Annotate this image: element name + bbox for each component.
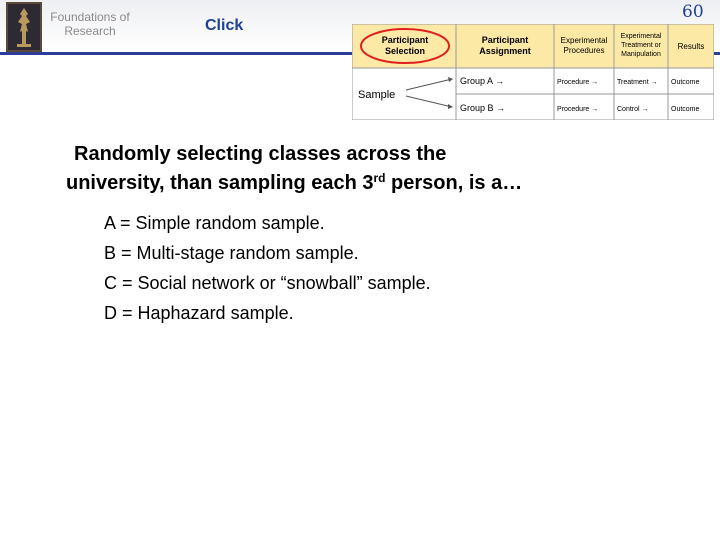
course-title <box>44 10 136 38</box>
row-a-result: Outcome <box>671 79 700 86</box>
question-line2 <box>66 169 666 198</box>
row-b-condition: Control → <box>617 106 649 113</box>
page-number: 60 <box>682 2 704 22</box>
row-b-result: Outcome <box>671 106 700 113</box>
research-design-diagram <box>352 24 714 120</box>
header-part: Experimental <box>560 36 608 45</box>
row-b-procedure: Procedure → <box>557 106 599 113</box>
question-text <box>66 140 666 198</box>
course-title-line2: Research <box>64 24 116 38</box>
header-part: Manipulation <box>621 51 661 58</box>
option-d: D = Haphazard sample. <box>104 303 294 323</box>
header-part: Experimental <box>620 33 662 40</box>
header-part: Participant <box>481 35 529 45</box>
row-a-procedure: Procedure → <box>557 79 599 86</box>
header-part: Treatment or <box>621 42 661 49</box>
ordinal-superscript: rd <box>373 171 386 185</box>
course-title-line1: Foundations of <box>50 10 130 24</box>
university-crest-icon <box>6 2 42 52</box>
diagram-header-participant-assignment <box>479 35 531 56</box>
row-a-condition: Treatment → <box>617 79 658 86</box>
option-c: C = Social network or “snowball” sample. <box>104 273 431 293</box>
row-group-a: Group A → <box>460 76 505 86</box>
header-part: Assignment <box>479 46 531 56</box>
click-label: Click <box>205 17 244 34</box>
header-part: Selection <box>384 46 426 56</box>
diagram-header-experimental-procedures <box>561 36 608 55</box>
diagram-header-participant-selection <box>382 35 429 56</box>
answer-options <box>104 208 431 328</box>
header-part: Procedures <box>563 46 605 55</box>
diagram-header-results: Results <box>677 42 705 51</box>
sample-label: Sample <box>358 89 396 101</box>
option-b: B = Multi-stage random sample. <box>104 243 359 263</box>
option-a: A = Simple random sample. <box>104 213 325 233</box>
row-group-b: Group B → <box>460 103 506 113</box>
diagram-header-experimental-treatment <box>621 33 662 58</box>
header-part: Participant <box>381 35 429 45</box>
question-line2-start: university, than sampling each 3 <box>66 172 374 194</box>
question-line1: Randomly selecting classes across the <box>74 143 447 165</box>
question-line2-end: person, is a… <box>385 172 523 194</box>
